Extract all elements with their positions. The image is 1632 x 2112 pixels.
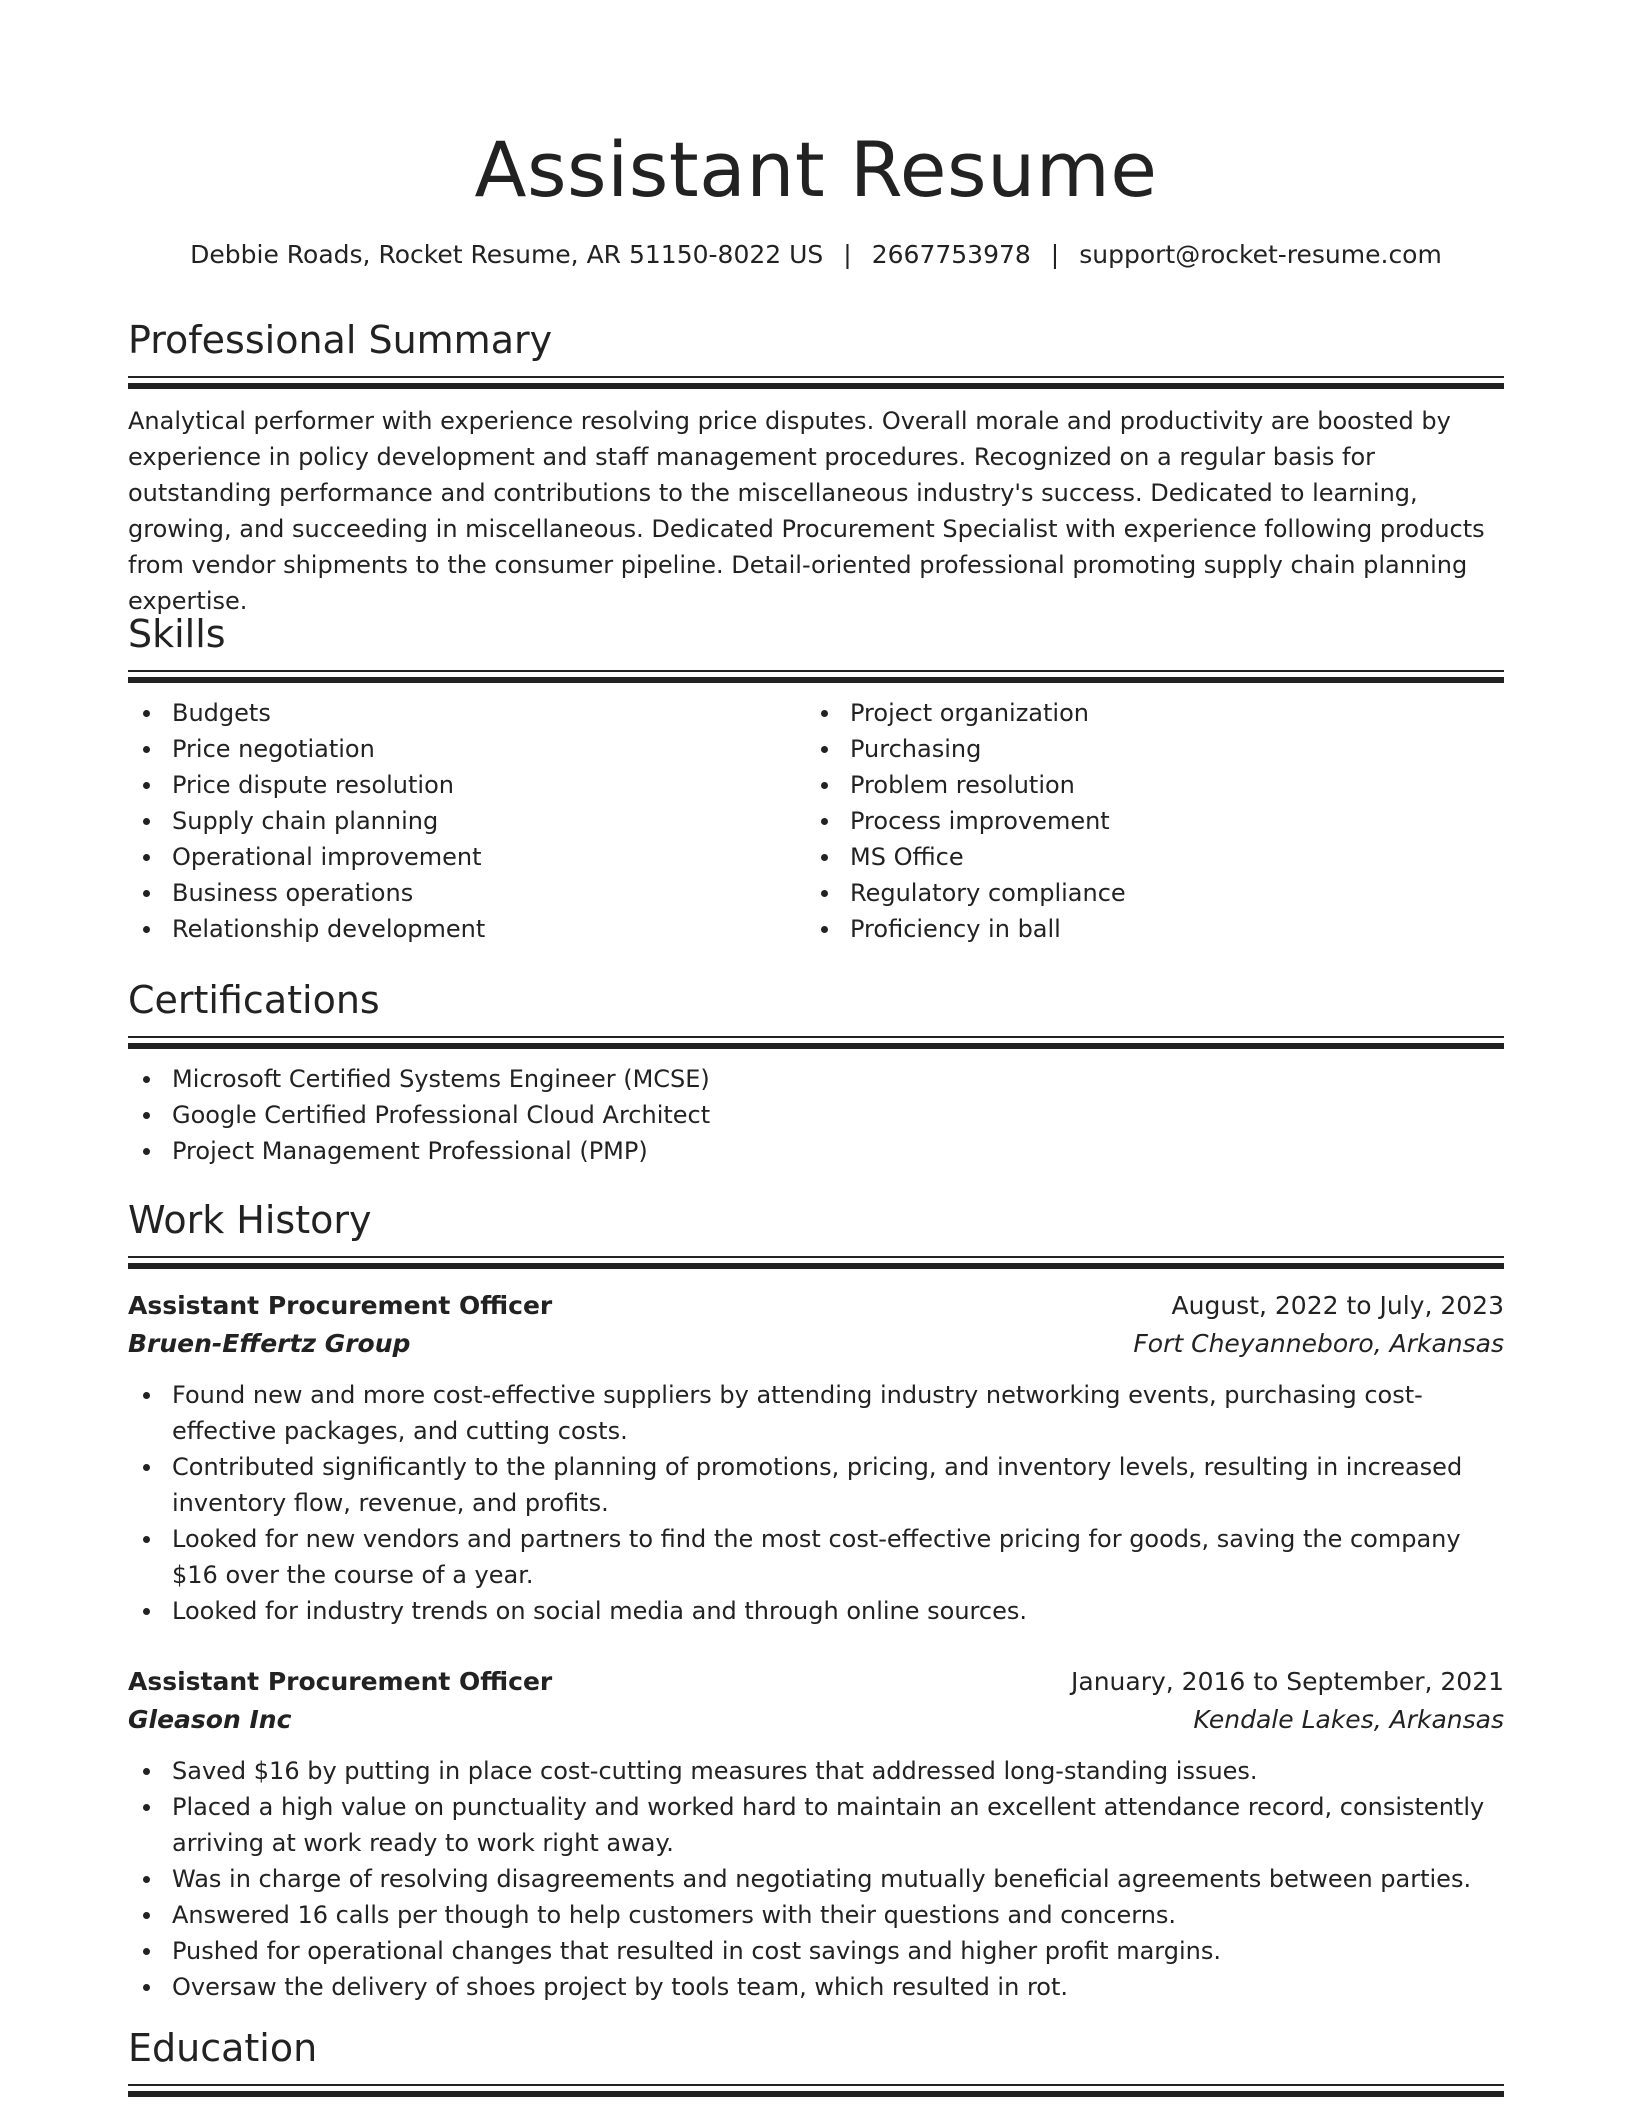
job-title: Assistant Procurement Officer — [128, 1291, 553, 1320]
section-divider — [128, 2084, 1504, 2097]
certification-item: Google Certified Professional Cloud Architect — [128, 1097, 1504, 1133]
section-heading: Professional Summary — [128, 318, 553, 362]
certifications-list — [128, 1061, 1504, 1169]
job-bullet: Looked for industry trends on social media and through online sources. — [128, 1593, 1504, 1629]
skill-item: Project organization — [806, 695, 1484, 731]
job-bullet: Placed a high value on punctuality and worked hard to maintain an excellent attendance record, consistently arriving at work ready to work right away. — [128, 1789, 1504, 1861]
skill-item: Proficiency in ball — [806, 911, 1484, 947]
skill-item: Business operations — [128, 875, 806, 911]
job-bullet: Answered 16 calls per though to help customers with their questions and concerns. — [128, 1897, 1504, 1933]
contact-phone: 2667753978 — [871, 240, 1031, 269]
skill-item: Budgets — [128, 695, 806, 731]
work-history-section — [128, 1196, 1504, 2005]
section-heading: Certifications — [128, 978, 380, 1022]
job-bullets — [128, 1377, 1504, 1629]
job-bullet: Was in charge of resolving disagreements and negotiating mutually beneficial agreements between parties. — [128, 1861, 1504, 1897]
skills-columns — [128, 695, 1504, 947]
section-divider — [128, 1036, 1504, 1049]
job-bullet: Pushed for operational changes that resulted in cost savings and higher profit margins. — [128, 1933, 1504, 1969]
section-heading: Work History — [128, 1198, 372, 1242]
summary-section — [128, 316, 1504, 619]
job-bullet: Saved $16 by putting in place cost-cutting measures that addressed long-standing issues. — [128, 1753, 1504, 1789]
skill-item: Supply chain planning — [128, 803, 806, 839]
job-bullet: Looked for new vendors and partners to find the most cost-effective pricing for goods, saving the company $16 over the course of a year. — [128, 1521, 1504, 1593]
job-title: Assistant Procurement Officer — [128, 1667, 553, 1696]
skill-item: MS Office — [806, 839, 1484, 875]
skill-item: Regulatory compliance — [806, 875, 1484, 911]
skills-list-left — [128, 695, 806, 947]
skill-item: Problem resolution — [806, 767, 1484, 803]
contact-address: Debbie Roads, Rocket Resume, AR 51150-8022 US — [190, 240, 824, 269]
section-divider — [128, 670, 1504, 683]
skill-item: Purchasing — [806, 731, 1484, 767]
job-company: Bruen-Effertz Group — [128, 1329, 411, 1358]
job-company: Gleason Inc — [128, 1705, 292, 1734]
skill-item: Price dispute resolution — [128, 767, 806, 803]
summary-text: Analytical performer with experience resolving price disputes. Overall morale and productivity are boosted by experience in policy development and staff management procedures. Recognized on a regular basis for outstanding performance and contributions to the miscellaneous industry's success. Dedicated to learning, growing, and succeeding in miscellaneous. Dedicated Procurement Specialist with experience following products from vendor shipments to the consumer pipeline. Detail-oriented professional promoting supply chain planning expertise. — [128, 407, 1485, 615]
job-dates: August, 2022 to July, 2023 — [1171, 1291, 1504, 1320]
job-header-row — [128, 1663, 1504, 1701]
section-divider — [128, 376, 1504, 389]
job-location: Fort Cheyanneboro, Arkansas — [1133, 1329, 1504, 1358]
contact-separator: | — [843, 240, 852, 269]
contact-email[interactable]: support@rocket-resume.com — [1079, 240, 1442, 269]
job-header-row — [128, 1287, 1504, 1325]
contact-separator: | — [1050, 240, 1060, 269]
job-location: Kendale Lakes, Arkansas — [1193, 1705, 1504, 1734]
certification-item: Project Management Professional (PMP) — [128, 1133, 1504, 1169]
skills-section — [128, 610, 1504, 947]
resume-title: Assistant Resume — [474, 125, 1158, 214]
skill-item: Operational improvement — [128, 839, 806, 875]
job-bullets — [128, 1753, 1504, 2005]
job-entry — [128, 1663, 1504, 2005]
skill-item: Price negotiation — [128, 731, 806, 767]
job-company-row — [128, 1701, 1504, 1739]
skill-item: Relationship development — [128, 911, 806, 947]
education-section — [128, 2024, 1504, 2097]
section-divider — [128, 1256, 1504, 1269]
job-company-row — [128, 1325, 1504, 1363]
certification-item: Microsoft Certified Systems Engineer (MCSE) — [128, 1061, 1504, 1097]
section-heading: Education — [128, 2026, 318, 2070]
contact-line — [0, 237, 1632, 273]
job-dates: January, 2016 to September, 2021 — [1071, 1667, 1504, 1696]
skill-item: Process improvement — [806, 803, 1484, 839]
job-bullet: Contributed significantly to the planning of promotions, pricing, and inventory levels, resulting in increased inventory flow, revenue, and profits. — [128, 1449, 1504, 1521]
job-entry — [128, 1287, 1504, 1629]
skills-list-right — [806, 695, 1484, 947]
section-heading: Skills — [128, 612, 226, 656]
certifications-section — [128, 976, 1504, 1169]
job-bullet: Found new and more cost-effective suppliers by attending industry networking events, purchasing cost-effective packages, and cutting costs. — [128, 1377, 1504, 1449]
job-bullet: Oversaw the delivery of shoes project by tools team, which resulted in rot. — [128, 1969, 1504, 2005]
